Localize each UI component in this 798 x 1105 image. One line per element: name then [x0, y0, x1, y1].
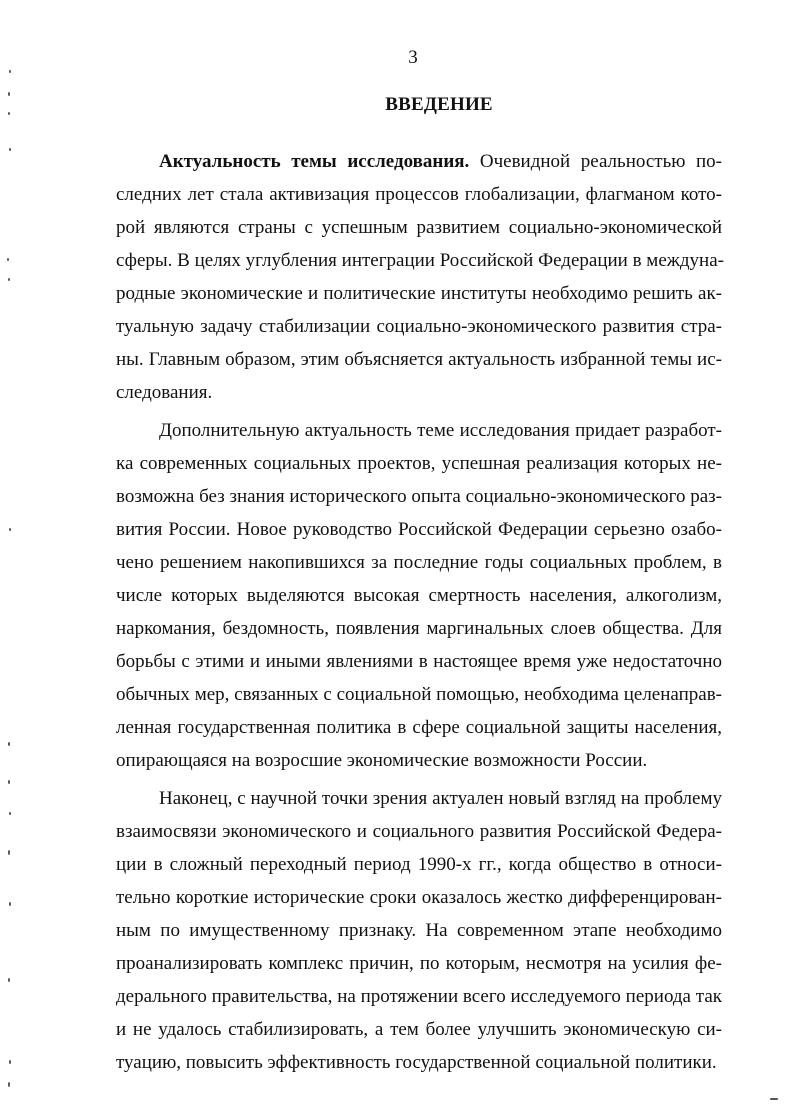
scan-speck [8, 1082, 10, 1087]
section-heading: ВВЕДЕНИЕ [385, 94, 493, 115]
text-line: числе которых выделяются высокая смертность населения, алкоголизм, [116, 585, 722, 606]
text-line: туацию, повысить эффективность государственной социальной политики. [116, 1052, 717, 1073]
text-line: борьбы с этими и иными явлениями в настоящее время уже недостаточно [116, 651, 722, 672]
scan-speck [8, 780, 10, 784]
scan-speck [770, 1098, 778, 1100]
scan-speck [9, 148, 11, 151]
text-line: рой являются страны с успешным развитием социально-экономической [116, 217, 722, 238]
scan-speck [9, 902, 11, 906]
scan-speck [8, 112, 10, 115]
text-line: наркомания, бездомность, появления маргинальных слоев общества. Для [116, 618, 722, 639]
text-line: и не удалось стабилизировать, а тем более улучшить экономическую си- [116, 1019, 722, 1040]
text-line: следних лет стала активизация процессов глобализации, флагманом кото- [116, 184, 722, 205]
scan-speck [8, 742, 10, 746]
text-line: ны. Главным образом, этим объясняется актуальность избранной темы ис- [116, 349, 722, 370]
scan-speck [8, 278, 10, 281]
text-line: ции в сложный переходный период 1990-х гг., когда общество в относи- [116, 854, 722, 875]
text-line: вития России. Новое руководство Российской Федерации серьезно озабо- [116, 519, 722, 540]
text-line: туальную задачу стабилизации социально-экономического развития стра- [116, 316, 722, 337]
scan-speck [8, 92, 10, 96]
page-number: 3 [408, 47, 418, 68]
text-line: опирающаяся на возросшие экономические возможности России. [116, 750, 648, 771]
text-line: ленная государственная политика в сфере социальной защиты населения, [116, 717, 722, 738]
text-line: проанализировать комплекс причин, по которым, несмотря на усилия фе- [116, 953, 722, 974]
scan-speck [8, 850, 10, 855]
text-line: дерального правительства, на протяжении всего исследуемого периода так [116, 986, 722, 1007]
text-line: родные экономические и политические институты необходимо решить ак- [116, 283, 722, 304]
scan-speck [7, 258, 9, 261]
scan-speck [8, 978, 10, 982]
text-line: чено решением накопившихся за последние годы социальных проблем, в [116, 552, 722, 573]
topic-lead: Актуальность темы исследования. [159, 151, 470, 172]
text-line: тельно короткие исторические сроки оказалось жестко дифференцирован- [116, 887, 722, 908]
text-line: сферы. В целях углубления интеграции Российской Федерации в междуна- [116, 250, 724, 271]
text-line: ным по имущественному признаку. На современном этапе необходимо [116, 920, 722, 941]
text-line: взаимосвязи экономического и социального развития Российской Федера- [116, 821, 722, 842]
text-line [159, 150, 722, 174]
scan-speck [9, 1060, 11, 1064]
text-line: ка современных социальных проектов, успешная реализация которых не- [116, 453, 722, 474]
text-line: Наконец, с научной точки зрения актуален новый взгляд на проблему [159, 788, 722, 809]
text-line: Дополнительную актуальность теме исследования придает разработ- [159, 420, 722, 441]
text-line: возможна без знания исторического опыта социально-экономического раз- [116, 486, 723, 507]
scan-speck [9, 528, 11, 531]
text-line: следования. [116, 382, 213, 403]
line-text: Очевидной реальностью по- [469, 151, 722, 172]
text-line: обычных мер, связанных с социальной помощью, необходима целенаправ- [116, 684, 722, 705]
scan-speck [9, 812, 11, 815]
scan-speck [9, 70, 11, 73]
